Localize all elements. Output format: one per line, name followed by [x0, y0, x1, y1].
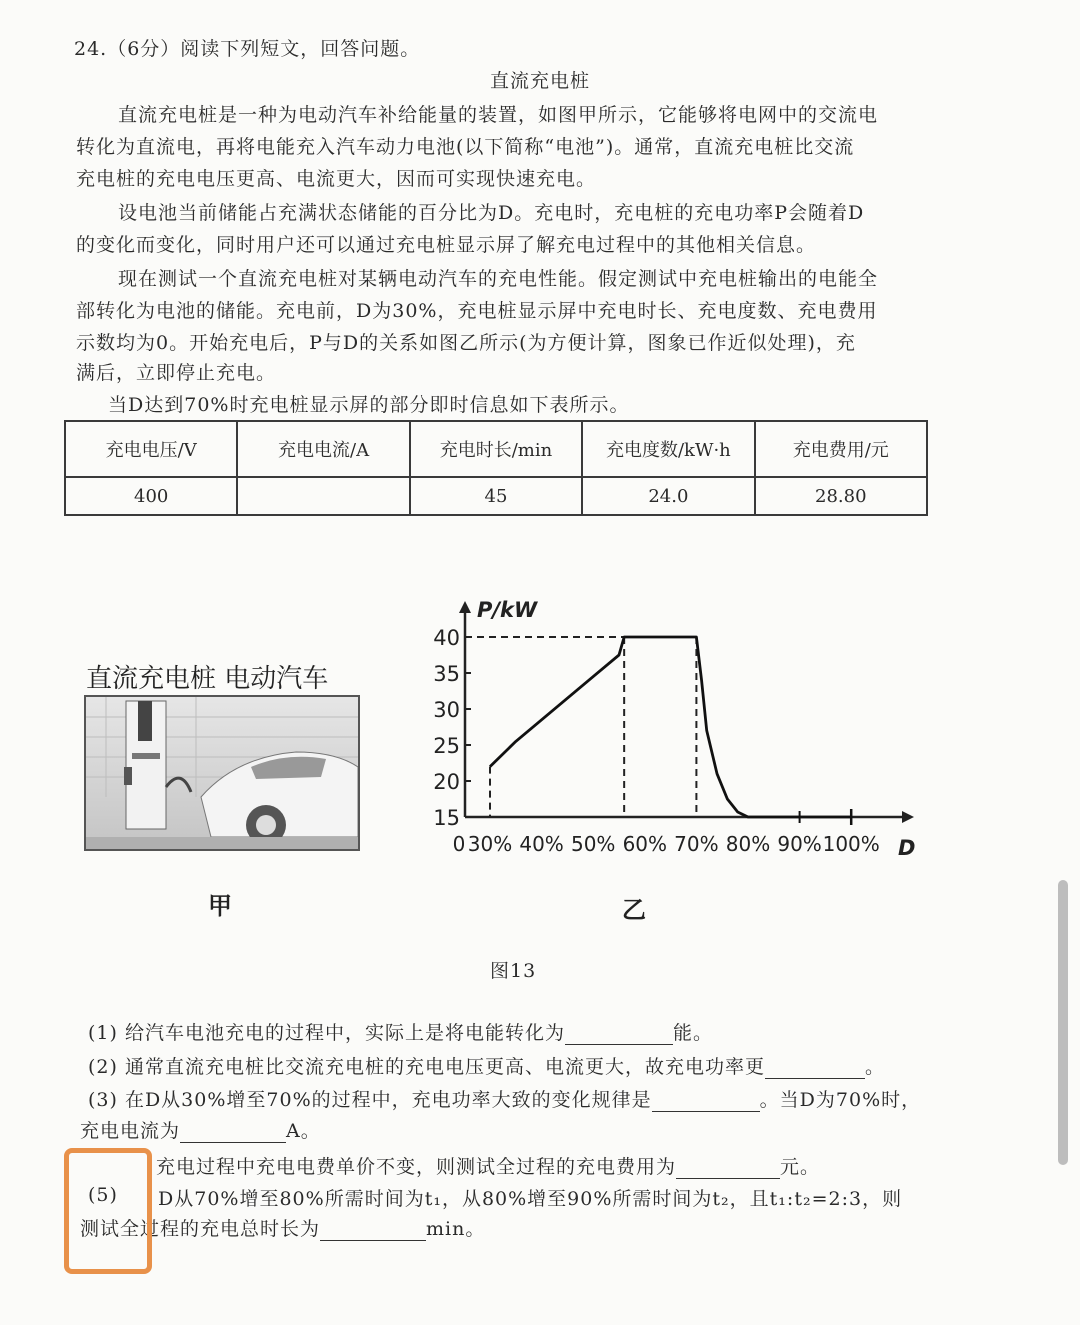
- sub-question-5: D从70%增至80%所需时间为t₁，从80%增至90%所需时间为t₂，且t₁:t₂=2:3，则: [158, 1188, 903, 1210]
- q4-text: 充电过程中充电电费单价不变，则测试全过程的充电费用为: [156, 1156, 677, 1178]
- q4-suffix: 元。: [780, 1156, 821, 1178]
- q5-line2-a: 测试全: [80, 1218, 141, 1240]
- x-axis-label: D: [898, 836, 916, 860]
- answer-blank-3[interactable]: [652, 1111, 760, 1112]
- p-d-curve: [490, 637, 851, 817]
- q2-text: (2) 通常直流充电桩比交流充电桩的充电电压更高、电流更大，故充电功率更: [88, 1056, 765, 1078]
- y-tick-label: 20: [433, 770, 460, 794]
- figure-caption: 图13: [490, 960, 537, 982]
- table-header-cell: 充电时长/min: [410, 421, 582, 477]
- answer-blank-2[interactable]: [765, 1078, 865, 1079]
- charging-station-photo: [84, 695, 360, 851]
- answer-blank-4[interactable]: [180, 1142, 286, 1143]
- paragraph-line: 转化为直流电，再将电能充入汽车动力电池(以下简称“电池”)。通常，直流充电桩比交流: [76, 136, 855, 158]
- highlight-marker: [64, 1148, 152, 1274]
- table-header-cell: 充电费用/元: [755, 421, 927, 477]
- x-tick-label: 50%: [570, 832, 616, 856]
- answer-blank-6[interactable]: [320, 1240, 426, 1241]
- passage-title: 直流充电桩: [489, 70, 590, 92]
- x-tick-label: 70%: [674, 832, 719, 856]
- x-tick-label: 30%: [467, 832, 513, 856]
- y-axis-label: P/kW: [477, 598, 538, 622]
- x-axis-arrow: [902, 811, 914, 823]
- table-value-cell: 45: [410, 477, 582, 515]
- table-header-cell: 充电电流/A: [237, 421, 409, 477]
- x-tick-label: 100%: [822, 832, 880, 856]
- paragraph-line: 直流充电桩是一种为电动汽车补给能量的装置，如图甲所示，它能够将电网中的交流电: [118, 104, 879, 126]
- q3-text: (3) 在D从30%增至70%的过程中，充电功率大致的变化规律是: [88, 1089, 652, 1111]
- scrollbar-thumb[interactable]: [1058, 880, 1068, 1165]
- q1-text: (1) 给汽车电池充电的过程中，实际上是将电能转化为: [88, 1022, 565, 1044]
- figure-label-a: 甲: [208, 892, 232, 920]
- y-tick-label: 25: [433, 734, 460, 758]
- paragraph-line: 示数均为0。开始充电后，P与D的关系如图乙所示(为方便计算，图象已作近似处理)，充: [76, 332, 856, 354]
- answer-blank-1[interactable]: [565, 1044, 673, 1045]
- x-tick-label: 80%: [725, 832, 771, 856]
- table-header-cell: 充电电压/V: [65, 421, 237, 477]
- sub-question-5-label: (5): [88, 1184, 118, 1206]
- photo-caption: 直流充电桩 电动汽车: [86, 664, 329, 694]
- sub-question-3: [88, 1085, 921, 1112]
- answer-blank-5[interactable]: [676, 1178, 780, 1179]
- sub-question-3-line2: [80, 1116, 321, 1143]
- power-vs-d-chart: [420, 595, 920, 875]
- q3-line2-suffix: A。: [286, 1120, 321, 1142]
- paragraph-line: 充电桩的充电电压更高、电流更大，因而可实现快速充电。: [76, 168, 597, 190]
- paragraph-line: 当D达到70%时充电桩显示屏的部分即时信息如下表所示。: [108, 394, 630, 416]
- y-tick-label: 30: [433, 698, 460, 722]
- table-header-cell: 充电度数/kW·h: [582, 421, 754, 477]
- table-value-cell: 28.80: [755, 477, 927, 515]
- paragraph-line: 设电池当前储能占充满状态储能的百分比为D。充电时，充电桩的充电功率P会随着D: [118, 202, 865, 224]
- x-tick-label: 40%: [519, 832, 564, 856]
- x-tick-label: 90%: [777, 832, 822, 856]
- q3-mid: 。当D为70%时，: [759, 1089, 922, 1111]
- y-tick-label: 40: [433, 626, 460, 650]
- y-axis-arrow: [459, 601, 471, 613]
- paragraph-line: 部转化为电池的储能。充电前，D为30%，充电桩显示屏中充电时长、充电度数、充电费用: [76, 300, 878, 322]
- sub-question-2: [88, 1052, 885, 1079]
- y-tick-label: 15: [433, 806, 460, 830]
- q5-line2-b: 过程的充电总时长为: [140, 1218, 321, 1240]
- paragraph-line: 现在测试一个直流充电桩对某辆电动汽车的充电性能。假定测试中充电桩输出的电能全: [118, 268, 879, 290]
- q5-suffix: min。: [426, 1218, 486, 1240]
- question-header: 24.（6分）阅读下列短文，回答问题。: [74, 38, 421, 60]
- y-tick-label: 35: [433, 662, 460, 686]
- sub-question-4: [156, 1152, 820, 1179]
- table-value-cell: 24.0: [582, 477, 754, 515]
- paragraph-line: 满后，立即停止充电。: [76, 362, 277, 384]
- q3-line2-text: 充电电流为: [80, 1120, 181, 1142]
- q1-suffix: 能。: [672, 1022, 713, 1044]
- q2-suffix: 。: [864, 1056, 885, 1078]
- paragraph-line: 的变化而变化，同时用户还可以通过充电桩显示屏了解充电过程中的其他相关信息。: [76, 234, 817, 256]
- figure-label-b: 乙: [622, 896, 646, 924]
- charging-info-table: [64, 420, 928, 516]
- table-value-cell: [237, 477, 409, 515]
- x-tick-label: 0: [452, 832, 466, 856]
- table-value-cell: 400: [65, 477, 237, 515]
- sub-question-1: [88, 1018, 713, 1045]
- x-tick-label: 60%: [622, 832, 668, 856]
